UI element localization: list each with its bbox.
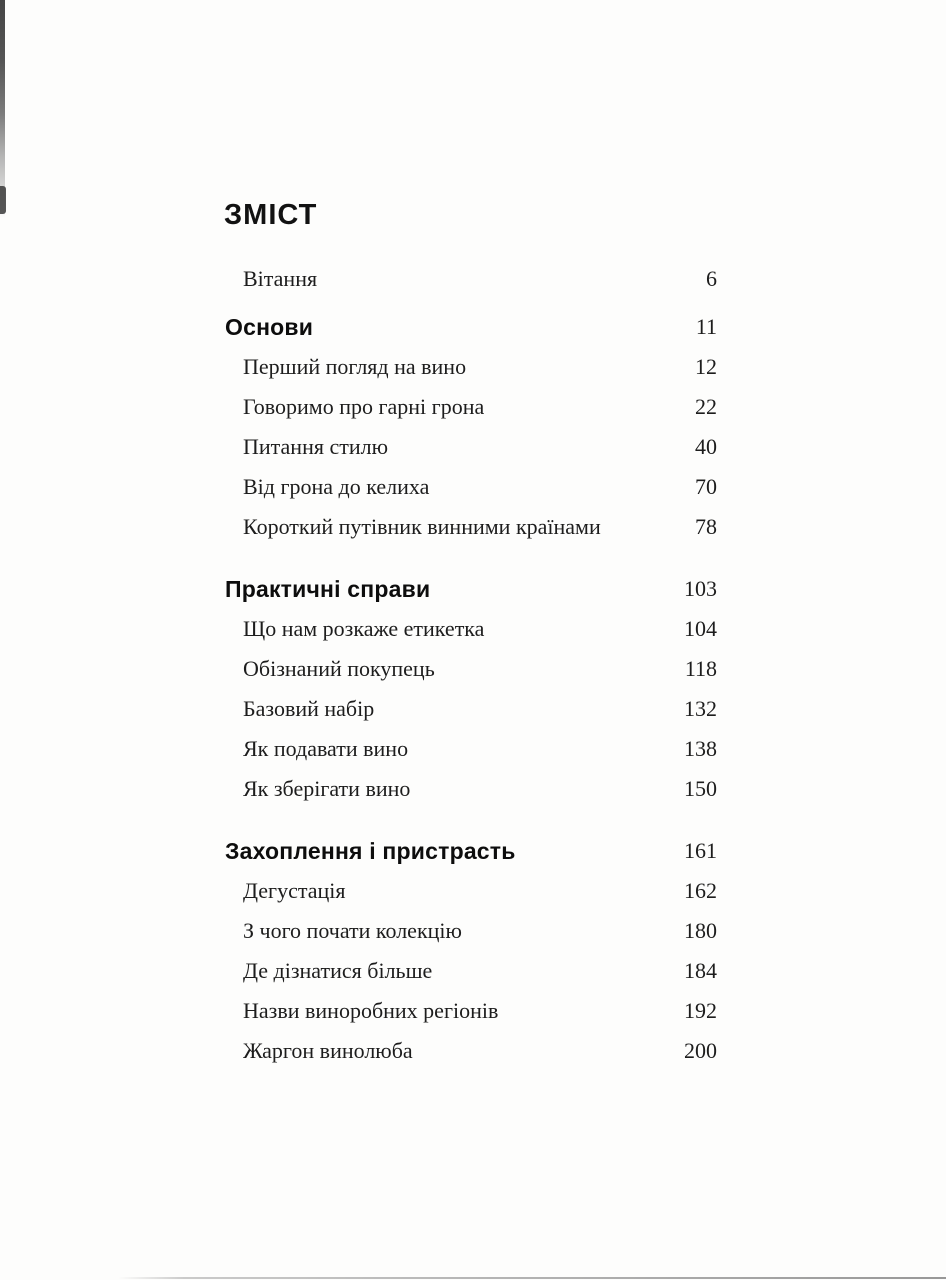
toc-item-label: Як зберігати вино	[243, 776, 411, 801]
toc-page-number: 180	[684, 918, 717, 943]
toc-page-number: 104	[684, 616, 717, 641]
toc-item-label: Вітання	[243, 266, 318, 291]
toc-page-number: 11	[695, 314, 717, 339]
toc-item-row	[225, 609, 717, 649]
toc-item-row	[225, 951, 717, 991]
toc-page-number: 6	[706, 266, 717, 291]
toc-page-number: 192	[684, 998, 717, 1023]
toc-page-number: 200	[684, 1038, 717, 1063]
toc-item-label: Перший погляд на вино	[243, 354, 467, 379]
toc-section-label: Захоплення і пристрасть	[225, 837, 516, 864]
toc-item-row	[225, 871, 717, 911]
toc-item-row	[225, 347, 717, 387]
toc-item-row	[225, 689, 717, 729]
toc-section-row	[225, 569, 717, 609]
toc-item-row	[225, 729, 717, 769]
toc-item-row	[225, 769, 717, 809]
toc-item-row	[225, 467, 717, 507]
scan-edge-blob	[0, 186, 6, 214]
toc-group	[225, 569, 717, 809]
toc-item-label: Питання стилю	[243, 434, 389, 459]
toc-page-number: 118	[684, 656, 717, 681]
toc-item-label: Від грона до келиха	[243, 474, 430, 499]
toc-section-label: Практичні справи	[225, 575, 431, 602]
toc-item-label: Короткий путівник винними країнами	[243, 514, 601, 539]
toc-group	[225, 831, 717, 1071]
toc-item-label: Назви виноробних регіонів	[243, 998, 499, 1023]
toc-page-number: 40	[695, 434, 717, 459]
toc-item-row	[225, 507, 717, 547]
toc-item-label: Дегустація	[243, 878, 346, 903]
toc-page-number: 22	[695, 394, 717, 419]
toc-item-row	[225, 427, 717, 467]
toc-page-number: 138	[684, 736, 717, 761]
toc-item-label: Базовий набір	[243, 696, 375, 721]
toc-item-row	[225, 911, 717, 951]
toc-page-number: 70	[695, 474, 717, 499]
toc-page-number: 132	[684, 696, 717, 721]
scan-edge-artifact-bottom	[118, 1277, 946, 1279]
toc-item-row	[225, 1031, 717, 1071]
toc-item-label: Де дізнатися більше	[243, 958, 433, 983]
toc-page-number: 184	[684, 958, 717, 983]
toc-item-label: Що нам розкаже етикетка	[243, 616, 485, 641]
toc-page-number: 103	[684, 576, 717, 601]
toc-item-label: З чого почати колекцію	[243, 918, 462, 943]
toc-page-number: 162	[684, 878, 717, 903]
toc-item-row	[225, 991, 717, 1031]
toc-item-row	[225, 387, 717, 427]
toc-group	[225, 307, 717, 547]
toc-rows	[225, 259, 717, 1071]
toc-item-row	[225, 649, 717, 689]
toc-section-row	[225, 831, 717, 871]
toc-section-label: Основи	[225, 313, 314, 340]
toc-page-number: 150	[684, 776, 717, 801]
toc-page-number: 12	[695, 354, 717, 379]
toc-item-row	[225, 259, 717, 299]
toc-page-number: 78	[695, 514, 717, 539]
toc-item-label: Жаргон винолюба	[243, 1038, 413, 1063]
toc-item-label: Як подавати вино	[243, 736, 409, 761]
toc-item-label: Обізнаний покупець	[243, 656, 435, 681]
page-title: ЗМІСТ	[224, 199, 318, 231]
toc-page-number: 161	[684, 838, 717, 863]
toc-item-label: Говоримо про гарні грона	[243, 394, 485, 419]
toc-section-row	[225, 307, 717, 347]
